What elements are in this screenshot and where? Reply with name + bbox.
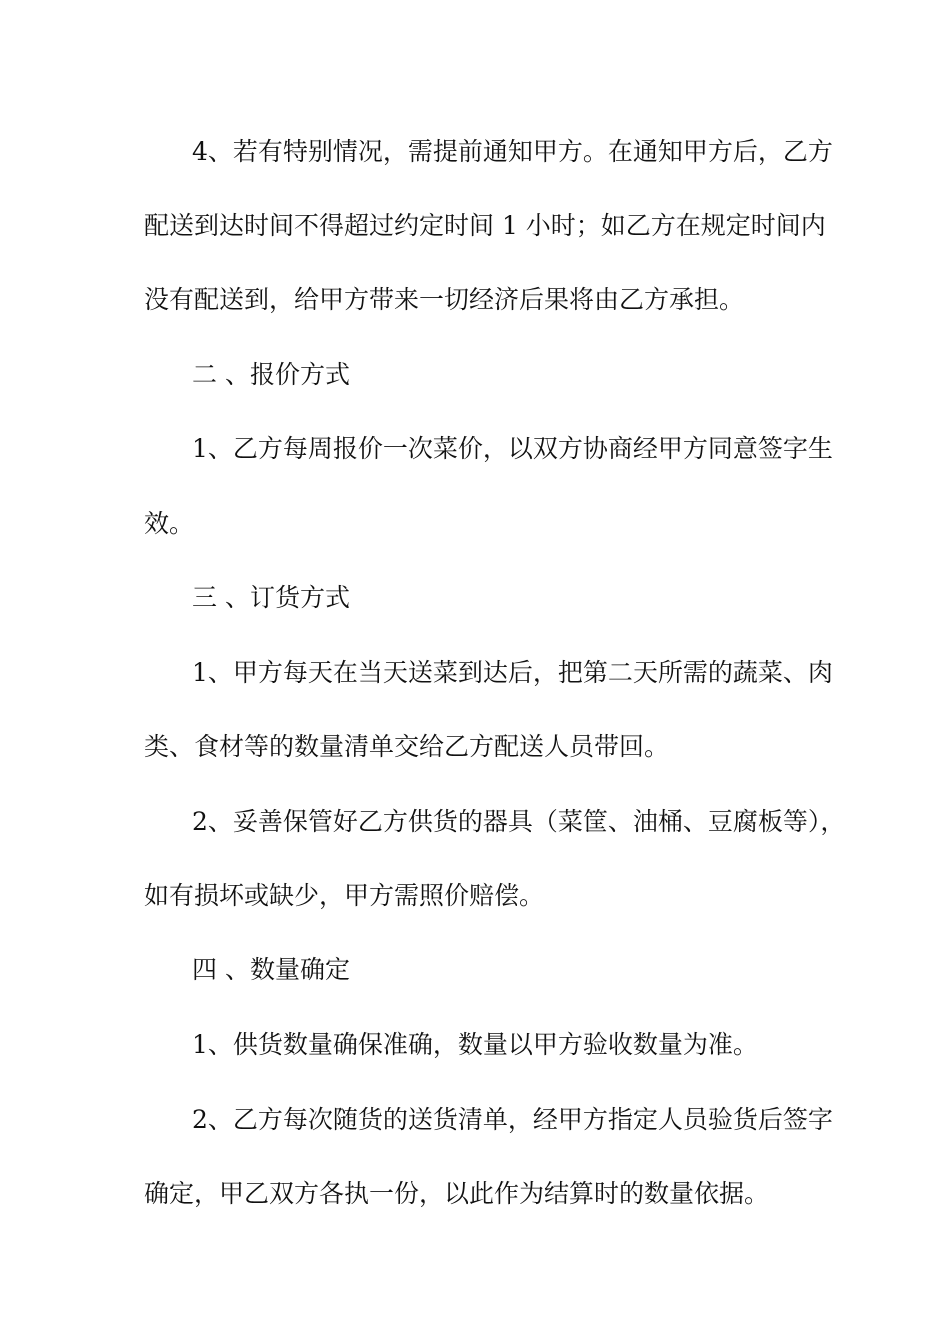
paragraph-line: 确定，甲乙双方各执一份，以此作为结算时的数量依据。 [144, 1179, 770, 1208]
paragraph-line: 2、乙方每次随货的送货清单，经甲方指定人员验货后签字 [192, 1105, 833, 1134]
paragraph-line: 1、乙方每周报价一次菜价，以双方协商经甲方同意签字生 [192, 434, 833, 463]
paragraph-line: 类、食材等的数量清单交给乙方配送人员带回。 [144, 732, 670, 761]
paragraph-line: 2、妥善保管好乙方供货的器具（菜筐、油桶、豆腐板等）， [192, 807, 846, 836]
paragraph-line: 4、若有特别情况，需提前通知甲方。在通知甲方后，乙方 [192, 137, 833, 166]
paragraph-line: 没有配送到，给甲方带来一切经济后果将由乙方承担。 [144, 285, 745, 314]
section-heading: 四 、数量确定 [192, 955, 350, 984]
paragraph-line: 效。 [144, 509, 195, 538]
paragraph-line: 1、甲方每天在当天送菜到达后，把第二天所需的蔬菜、肉 [192, 658, 833, 687]
paragraph-line: 如有损坏或缺少，甲方需照价赔偿。 [144, 881, 545, 910]
paragraph-line: 1、供货数量确保准确，数量以甲方验收数量为准。 [192, 1030, 758, 1059]
section-heading: 三 、订货方式 [192, 583, 350, 612]
section-heading: 二 、报价方式 [192, 360, 350, 389]
paragraph-line: 配送到达时间不得超过约定时间 1 小时；如乙方在规定时间内 [144, 211, 826, 240]
